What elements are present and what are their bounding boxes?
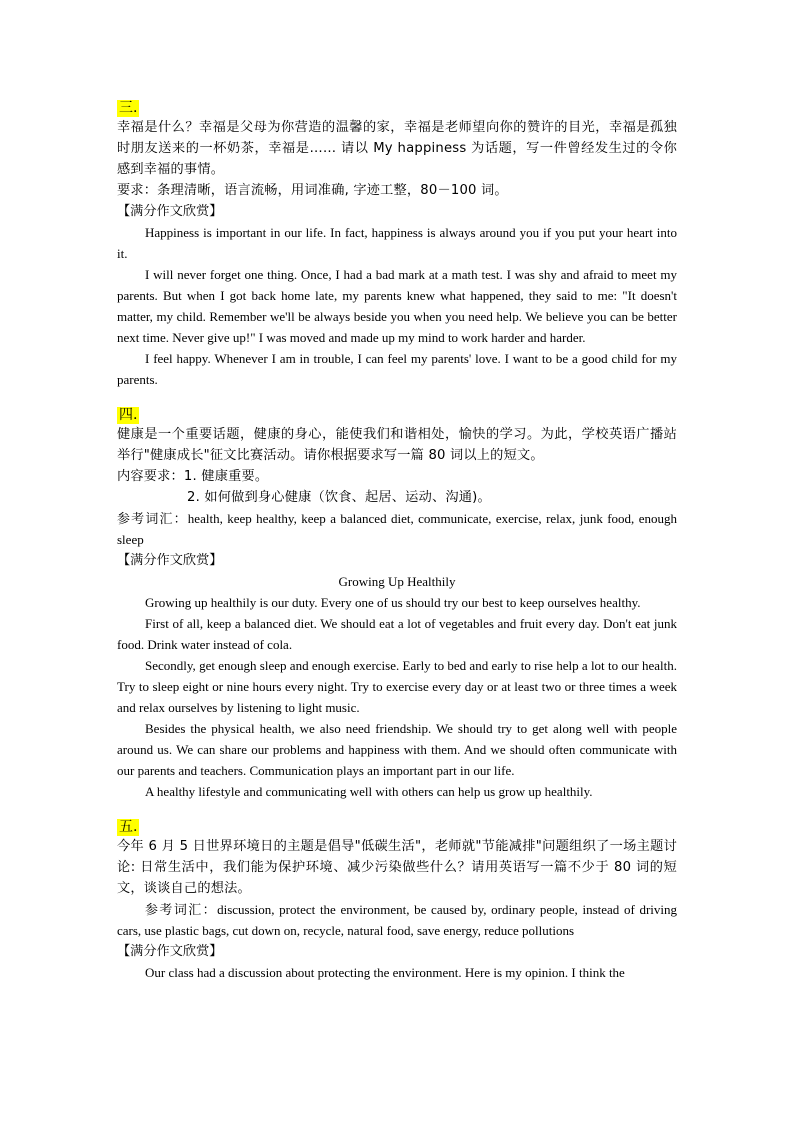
section-4-paragraph-1: Growing up healthily is our duty. Every one of us should try our best to keep ourselves healthy. xyxy=(145,595,641,610)
section-4-paragraph-4: Besides the physical health, we also need friendship. We should try to get along well with people around us. We can share our problems and happiness with them. And we should often communicate with our parents and teachers. Communication plays an important part in our life. xyxy=(117,721,677,778)
section-5-number: 五. xyxy=(119,819,138,835)
section-4-number: 四. xyxy=(119,407,138,423)
section-4-prompt: 健康是一个重要话题，健康的身心，能使我们和谐相处，愉快的学习。为此，学校英语广播站举行"健康成长"征文比赛活动。请你根据要求写一篇 80 词以上的短文。 xyxy=(117,427,677,463)
section-5-paragraph-1: Our class had a discussion about protecting the environment. Here is my opinion. I think the xyxy=(145,965,625,980)
section-4 xyxy=(117,404,677,802)
section-4-vocabulary: 参考词汇：health, keep healthy, keep a balanced diet, communicate, exercise, relax, junk food, enough sleep xyxy=(117,511,677,547)
section-3-paragraph-1: Happiness is important in our life. In fact, happiness is always around you if you put your heart into it. xyxy=(117,225,677,261)
section-3-model-label: 【满分作文欣赏】 xyxy=(117,204,223,219)
section-3-prompt: 幸福是什么？幸福是父母为你营造的温馨的家，幸福是老师望向你的赞许的目光，幸福是孤独时朋友送来的一杯奶茶，幸福是…… 请以 My happiness 为话题，写一件曾经发生过的令你感到幸福的事情。 xyxy=(117,120,677,177)
section-5-prompt: 今年 6 月 5 日世界环境日的主题是倡导"低碳生活"，老师就"节能减排"问题组织了一场主题讨论: 日常生活中，我们能为保护环境、减少污染做些什么？请用英语写一篇不少于 80 词的短文，谈谈自己的想法。 xyxy=(117,839,677,896)
section-4-requirement-2: 2. 如何做到身心健康（饮食、起居、运动、沟通)。 xyxy=(187,490,491,505)
section-3-paragraph-3: I feel happy. Whenever I am in trouble, I can feel my parents' love. I want to be a good child for my parents. xyxy=(117,351,677,387)
section-5 xyxy=(117,816,677,983)
section-4-paragraph-2: First of all, keep a balanced diet. We should eat a lot of vegetables and fruit every day. Don't eat junk food. Drink water instead of cola. xyxy=(117,616,677,652)
section-4-paragraph-3: Secondly, get enough sleep and enough exercise. Early to bed and early to rise help a lot to our health. Try to sleep eight or nine hours every night. Try to exercise every day or at least two or three times a week and relax ourselves by listening to light music. xyxy=(117,658,677,715)
section-5-vocabulary: 参考词汇：discussion, protect the environment, be caused by, ordinary people, instead of driving cars, use plastic bags, cut down on, recycle, natural food, save energy, reduce pollutions xyxy=(117,902,677,938)
section-4-model-label: 【满分作文欣赏】 xyxy=(117,553,223,568)
section-4-essay-title: Growing Up Healthily xyxy=(338,574,456,589)
section-4-requirement-1: 内容要求：1. 健康重要。 xyxy=(117,469,269,484)
section-5-model-label: 【满分作文欣赏】 xyxy=(117,944,223,959)
document-page xyxy=(117,97,677,983)
section-4-paragraph-5: A healthy lifestyle and communicating well with others can help us grow up healthily. xyxy=(145,784,593,799)
section-3 xyxy=(117,97,677,390)
section-3-requirements: 要求：条理清晰，语言流畅，用词准确, 字迹工整，80－100 词。 xyxy=(117,183,508,198)
section-3-paragraph-2: I will never forget one thing. Once, I had a bad mark at a math test. I was shy and afraid to meet my parents. But when I got back home late, my parents knew what happened, they said to me: "It doesn't matter, my child. Remember we'll be always beside you when you need help. We believe you can be better next time. Never give up!" I was moved and made up my mind to work harder and harder. xyxy=(117,267,677,345)
section-3-number: 三. xyxy=(119,100,138,116)
